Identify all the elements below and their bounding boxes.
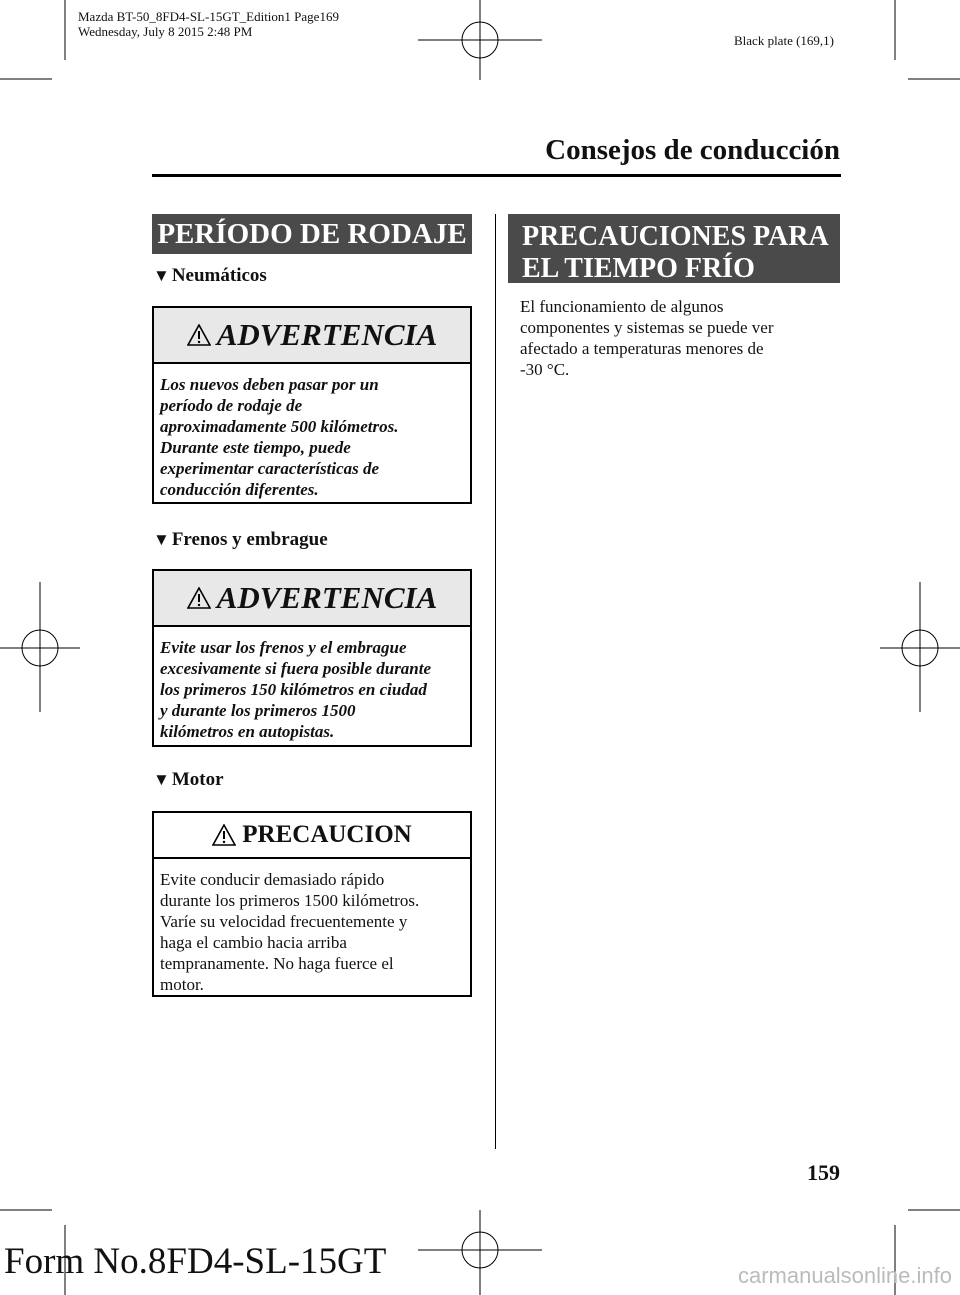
page-number: 159 xyxy=(807,1160,840,1185)
plate-label: Black plate (169,1) xyxy=(734,33,834,48)
section-band-tiempo-frio xyxy=(508,214,840,283)
print-meta-line: Mazda BT-50_8FD4-SL-15GT_Edition1 Page169 xyxy=(78,9,339,24)
triangle-down-icon: ▼ xyxy=(153,530,170,549)
warning-box-text xyxy=(154,627,470,742)
caution-box-header xyxy=(154,813,470,859)
subheading-label: Motor xyxy=(171,769,224,790)
watermark: carmanualsonline.info xyxy=(737,1263,952,1288)
band-line: EL TIEMPO FRÍO xyxy=(522,253,755,284)
subheading-neumaticos xyxy=(153,265,267,287)
warning-box-header xyxy=(154,308,470,364)
warning-box-header xyxy=(154,571,470,627)
text-line: los primeros 150 kilómetros en ciudad xyxy=(160,680,427,699)
subheading-label: Frenos y embrague xyxy=(171,529,328,550)
text-line: Evite conducir demasiado rápido xyxy=(160,870,385,889)
text-line: período de rodaje de xyxy=(160,396,303,415)
print-meta-line: Wednesday, July 8 2015 2:48 PM xyxy=(78,24,253,39)
header-rule xyxy=(152,174,841,177)
column-divider xyxy=(495,214,496,1149)
subheading-label: Neumáticos xyxy=(171,265,267,286)
subheading-motor xyxy=(153,769,224,791)
text-line: durante los primeros 1500 kilómetros. xyxy=(160,891,420,910)
chapter-title: Consejos de conducción xyxy=(545,134,840,166)
text-line: aproximadamente 500 kilómetros. xyxy=(160,417,399,436)
subheading-frenos xyxy=(153,529,328,551)
text-line: excesivamente si fuera posible durante xyxy=(160,659,432,678)
print-meta xyxy=(78,9,339,39)
text-line: tempranamente. No haga fuerce el xyxy=(160,954,394,973)
text-line: Los nuevos deben pasar por un xyxy=(160,375,379,394)
triangle-down-icon: ▼ xyxy=(153,770,170,789)
body-paragraph xyxy=(520,296,820,380)
text-line: conducción diferentes. xyxy=(160,480,319,499)
text-line: Durante este tiempo, puede xyxy=(160,438,351,457)
text-line: Varíe su velocidad frecuentemente y xyxy=(160,912,408,931)
warning-box xyxy=(152,306,472,504)
text-line: -30 °C. xyxy=(520,360,570,379)
caution-box-text xyxy=(154,859,470,995)
warning-triangle-icon xyxy=(212,824,236,846)
warning-triangle-icon xyxy=(187,324,211,346)
caution-box-title: PRECAUCION xyxy=(242,821,412,848)
text-line: kilómetros en autopistas. xyxy=(160,722,335,741)
text-line: motor. xyxy=(160,975,204,994)
form-number: Form No.8FD4-SL-15GT xyxy=(4,1241,387,1282)
warning-box xyxy=(152,569,472,747)
text-line: y durante los primeros 1500 xyxy=(160,701,356,720)
section-band-rodaje: PERÍODO DE RODAJE xyxy=(152,214,472,254)
text-line: afectado a temperaturas menores de xyxy=(520,339,764,358)
warning-box-title: ADVERTENCIA xyxy=(216,580,438,615)
text-line: componentes y sistemas se puede ver xyxy=(520,318,774,337)
text-line: El funcionamiento de algunos xyxy=(520,297,724,316)
warning-triangle-icon xyxy=(187,587,211,609)
triangle-down-icon: ▼ xyxy=(153,266,170,285)
text-line: haga el cambio hacia arriba xyxy=(160,933,347,952)
band-line: PRECAUCIONES PARA xyxy=(522,221,829,252)
caution-box xyxy=(152,811,472,997)
warning-box-text xyxy=(154,364,470,500)
warning-box-title: ADVERTENCIA xyxy=(216,317,438,352)
text-line: experimentar características de xyxy=(160,459,380,478)
text-line: Evite usar los frenos y el embrague xyxy=(160,638,407,657)
